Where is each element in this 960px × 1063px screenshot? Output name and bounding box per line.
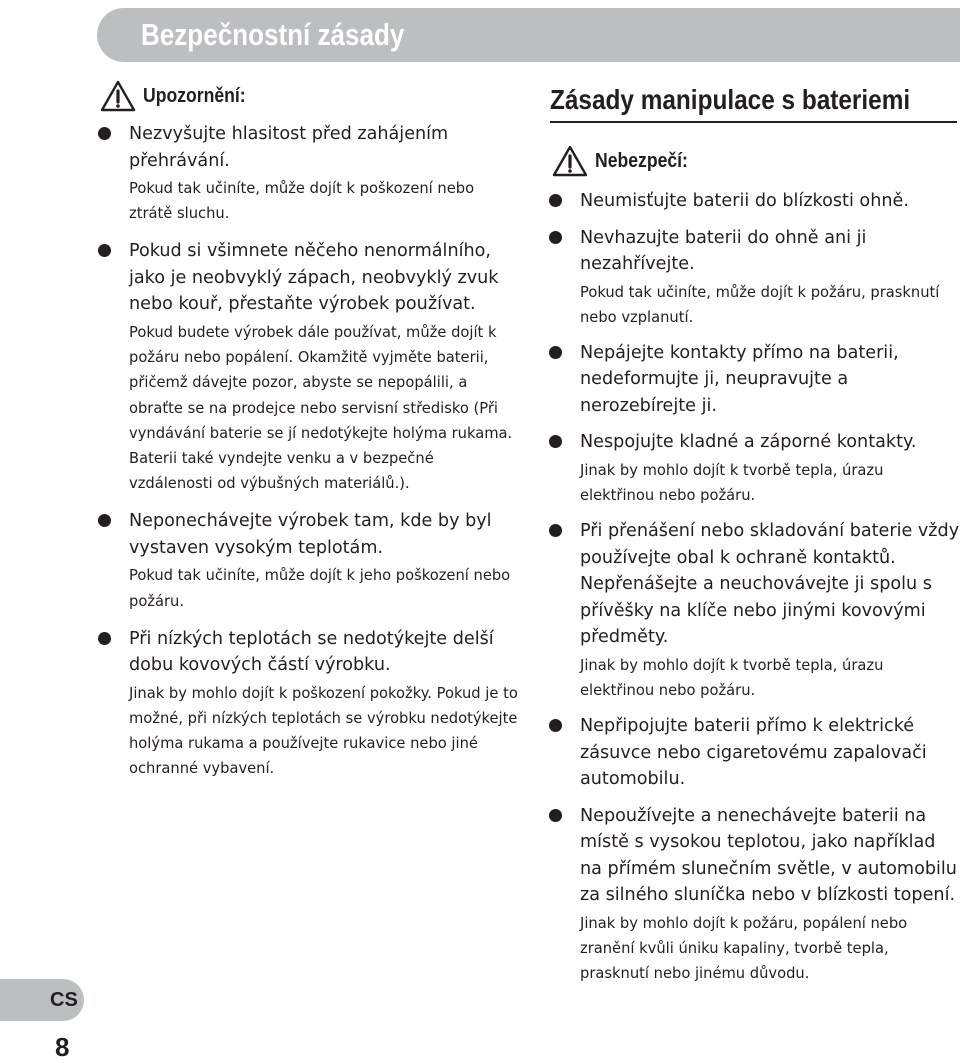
section-divider	[550, 121, 957, 123]
warning-triangle-icon	[100, 80, 136, 112]
battery-list	[549, 188, 960, 996]
warning-item	[98, 121, 518, 226]
warning-item-main: Při nízkých teplotách se nedotýkejte delší dobu kovových částí výrobku.	[129, 628, 494, 676]
language-tab	[0, 979, 84, 1021]
warning-label: Upozornění:	[143, 85, 246, 107]
warning-item-note: Pokud tak učiníte, může dojít k poškození nebo ztrátě sluchu.	[129, 180, 475, 223]
warning-item	[98, 508, 518, 613]
warning-triangle-icon	[552, 145, 588, 177]
warning-item	[98, 626, 518, 782]
warning-item-main: Pokud si všimnete něčeho nenormálního, jako je neobvyklý zápach, neobvyklý zvuk nebo kouř, přestaňte výrobek používat.	[129, 241, 499, 315]
danger-heading	[552, 145, 701, 177]
battery-item-main: Nespojujte kladné a záporné kontakty.	[580, 432, 917, 453]
page-title: Bezpečnostní zásady	[141, 17, 405, 52]
battery-item-note: Jinak by mohlo dojít k tvorbě tepla, úrazu elektřinou nebo požáru.	[580, 461, 884, 505]
warning-item-main: Nezvyšujte hlasitost před zahájením přehrávání.	[129, 124, 449, 171]
battery-item	[549, 188, 960, 215]
battery-item-main: Nepřipojujte baterii přímo k elektrické zásuvce nebo cigaretovému zapalovači automobilu.	[580, 716, 927, 790]
battery-item	[549, 429, 960, 508]
battery-item-main: Nepájejte kontakty přímo na baterii, nedeformujte ji, neupravujte a nerozebírejte ji.	[580, 342, 899, 416]
battery-item	[549, 225, 960, 330]
battery-item-main: Nepoužívejte a nenechávejte baterii na místě s vysokou teplotou, jako například na přímém slunečním světle, v automobilu za silného sluníčka nebo v blízkosti topení.	[580, 805, 957, 906]
battery-item	[549, 803, 960, 987]
battery-item-note: Jinak by mohlo dojít k tvorbě tepla, úrazu elektřinou nebo požáru.	[580, 656, 884, 700]
warning-item-note: Pokud tak učiníte, může dojít k jeho poškození nebo požáru.	[129, 567, 511, 610]
language-label: CS	[50, 989, 78, 1011]
section-title: Zásady manipulace s bateriemi	[550, 84, 911, 115]
danger-label: Nebezpečí:	[595, 150, 688, 172]
battery-item-main: Nevhazujte baterii do ohně ani ji nezahřívejte.	[580, 227, 867, 274]
warning-item	[98, 238, 518, 496]
battery-item-note: Pokud tak učiníte, může dojít k požáru, prasknutí nebo vzplanutí.	[580, 283, 940, 326]
battery-item-main: Při přenášení nebo skladování baterie vždy používejte obal k ochraně kontaktů. Nepřenášejte a neuchovávejte ji spolu s přívěšky na klíče nebo jinými kovovými předměty.	[580, 521, 960, 648]
page-number: 8	[55, 1032, 70, 1062]
battery-item-main: Neumisťujte baterii do blízkosti ohně.	[580, 191, 909, 211]
battery-item	[549, 713, 960, 793]
warning-item-note: Jinak by mohlo dojít k poškození pokožky. Pokud je to možné, při nízkých teplotách se výrobku nedotýkejte holýma rukama a používejte rukavice nebo jiné ochranné vybavení.	[129, 684, 518, 778]
warning-item-note: Pokud budete výrobek dále používat, může dojít k požáru nebo popálení. Okamžitě vyjměte baterii, přičemž dávejte pozor, abyste se nepopálili, a obraťte se na prodejce nebo servisní středisko (Při vyndávání baterie se jí nedotýkejte holýma rukama. Baterii také vyndejte venku a v bezpečné vzdálenosti od výbušných materiálů.).	[129, 323, 513, 493]
warning-heading	[100, 80, 260, 112]
battery-item	[549, 340, 960, 420]
battery-item-note: Jinak by mohlo dojít k požáru, popálení nebo zranění kvůli úniku kapaliny, tvorbě tepla, prasknutí nebo jinému důvodu.	[580, 914, 908, 983]
header-bar	[97, 8, 960, 62]
warning-list	[98, 121, 518, 794]
warning-item-main: Neponechávejte výrobek tam, kde by byl vystaven vysokým teplotám.	[129, 511, 492, 558]
battery-item	[549, 518, 960, 703]
